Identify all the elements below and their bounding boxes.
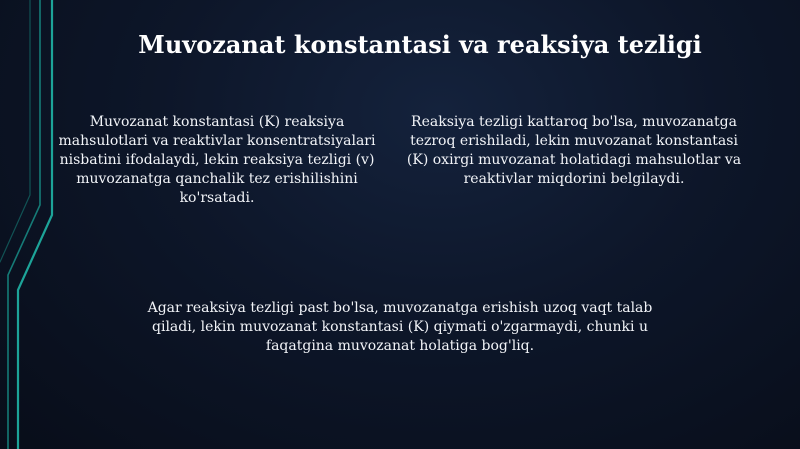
decorative-line-middle: [8, 0, 40, 449]
decorative-lines: [0, 0, 70, 449]
decorative-line-outer: [18, 0, 52, 449]
slide-title: Muvozanat konstantasi va reaksiya tezligi: [138, 30, 702, 59]
paragraph-equilibrium-constant: Muvozanat konstantasi (K) reaksiya mahsulotlari va reaktivlar konsentratsiyalari nisbatini ifodalaydi, lekin reaksiya tezligi (v) muvozanatga qanchalik tez erishilishini ko'rsatadi.: [58, 114, 376, 206]
paragraph-reaction-rate: Reaksiya tezligi kattaroq bo'lsa, muvozanatga tezroq erishiladi, lekin muvozanat konstantasi (K) oxirgi muvozanat holatidagi mahsulotlar va reaktivlar miqdorini belgilaydi.: [406, 114, 742, 187]
paragraph-slow-reaction: Agar reaksiya tezligi past bo'lsa, muvozanatga erishish uzoq vaqt talab qiladi, lekin muvozanat konstantasi (K) qiymati o'zgarmaydi, chunki u faqatgina muvozanat holatiga bog'liq.: [147, 300, 653, 354]
